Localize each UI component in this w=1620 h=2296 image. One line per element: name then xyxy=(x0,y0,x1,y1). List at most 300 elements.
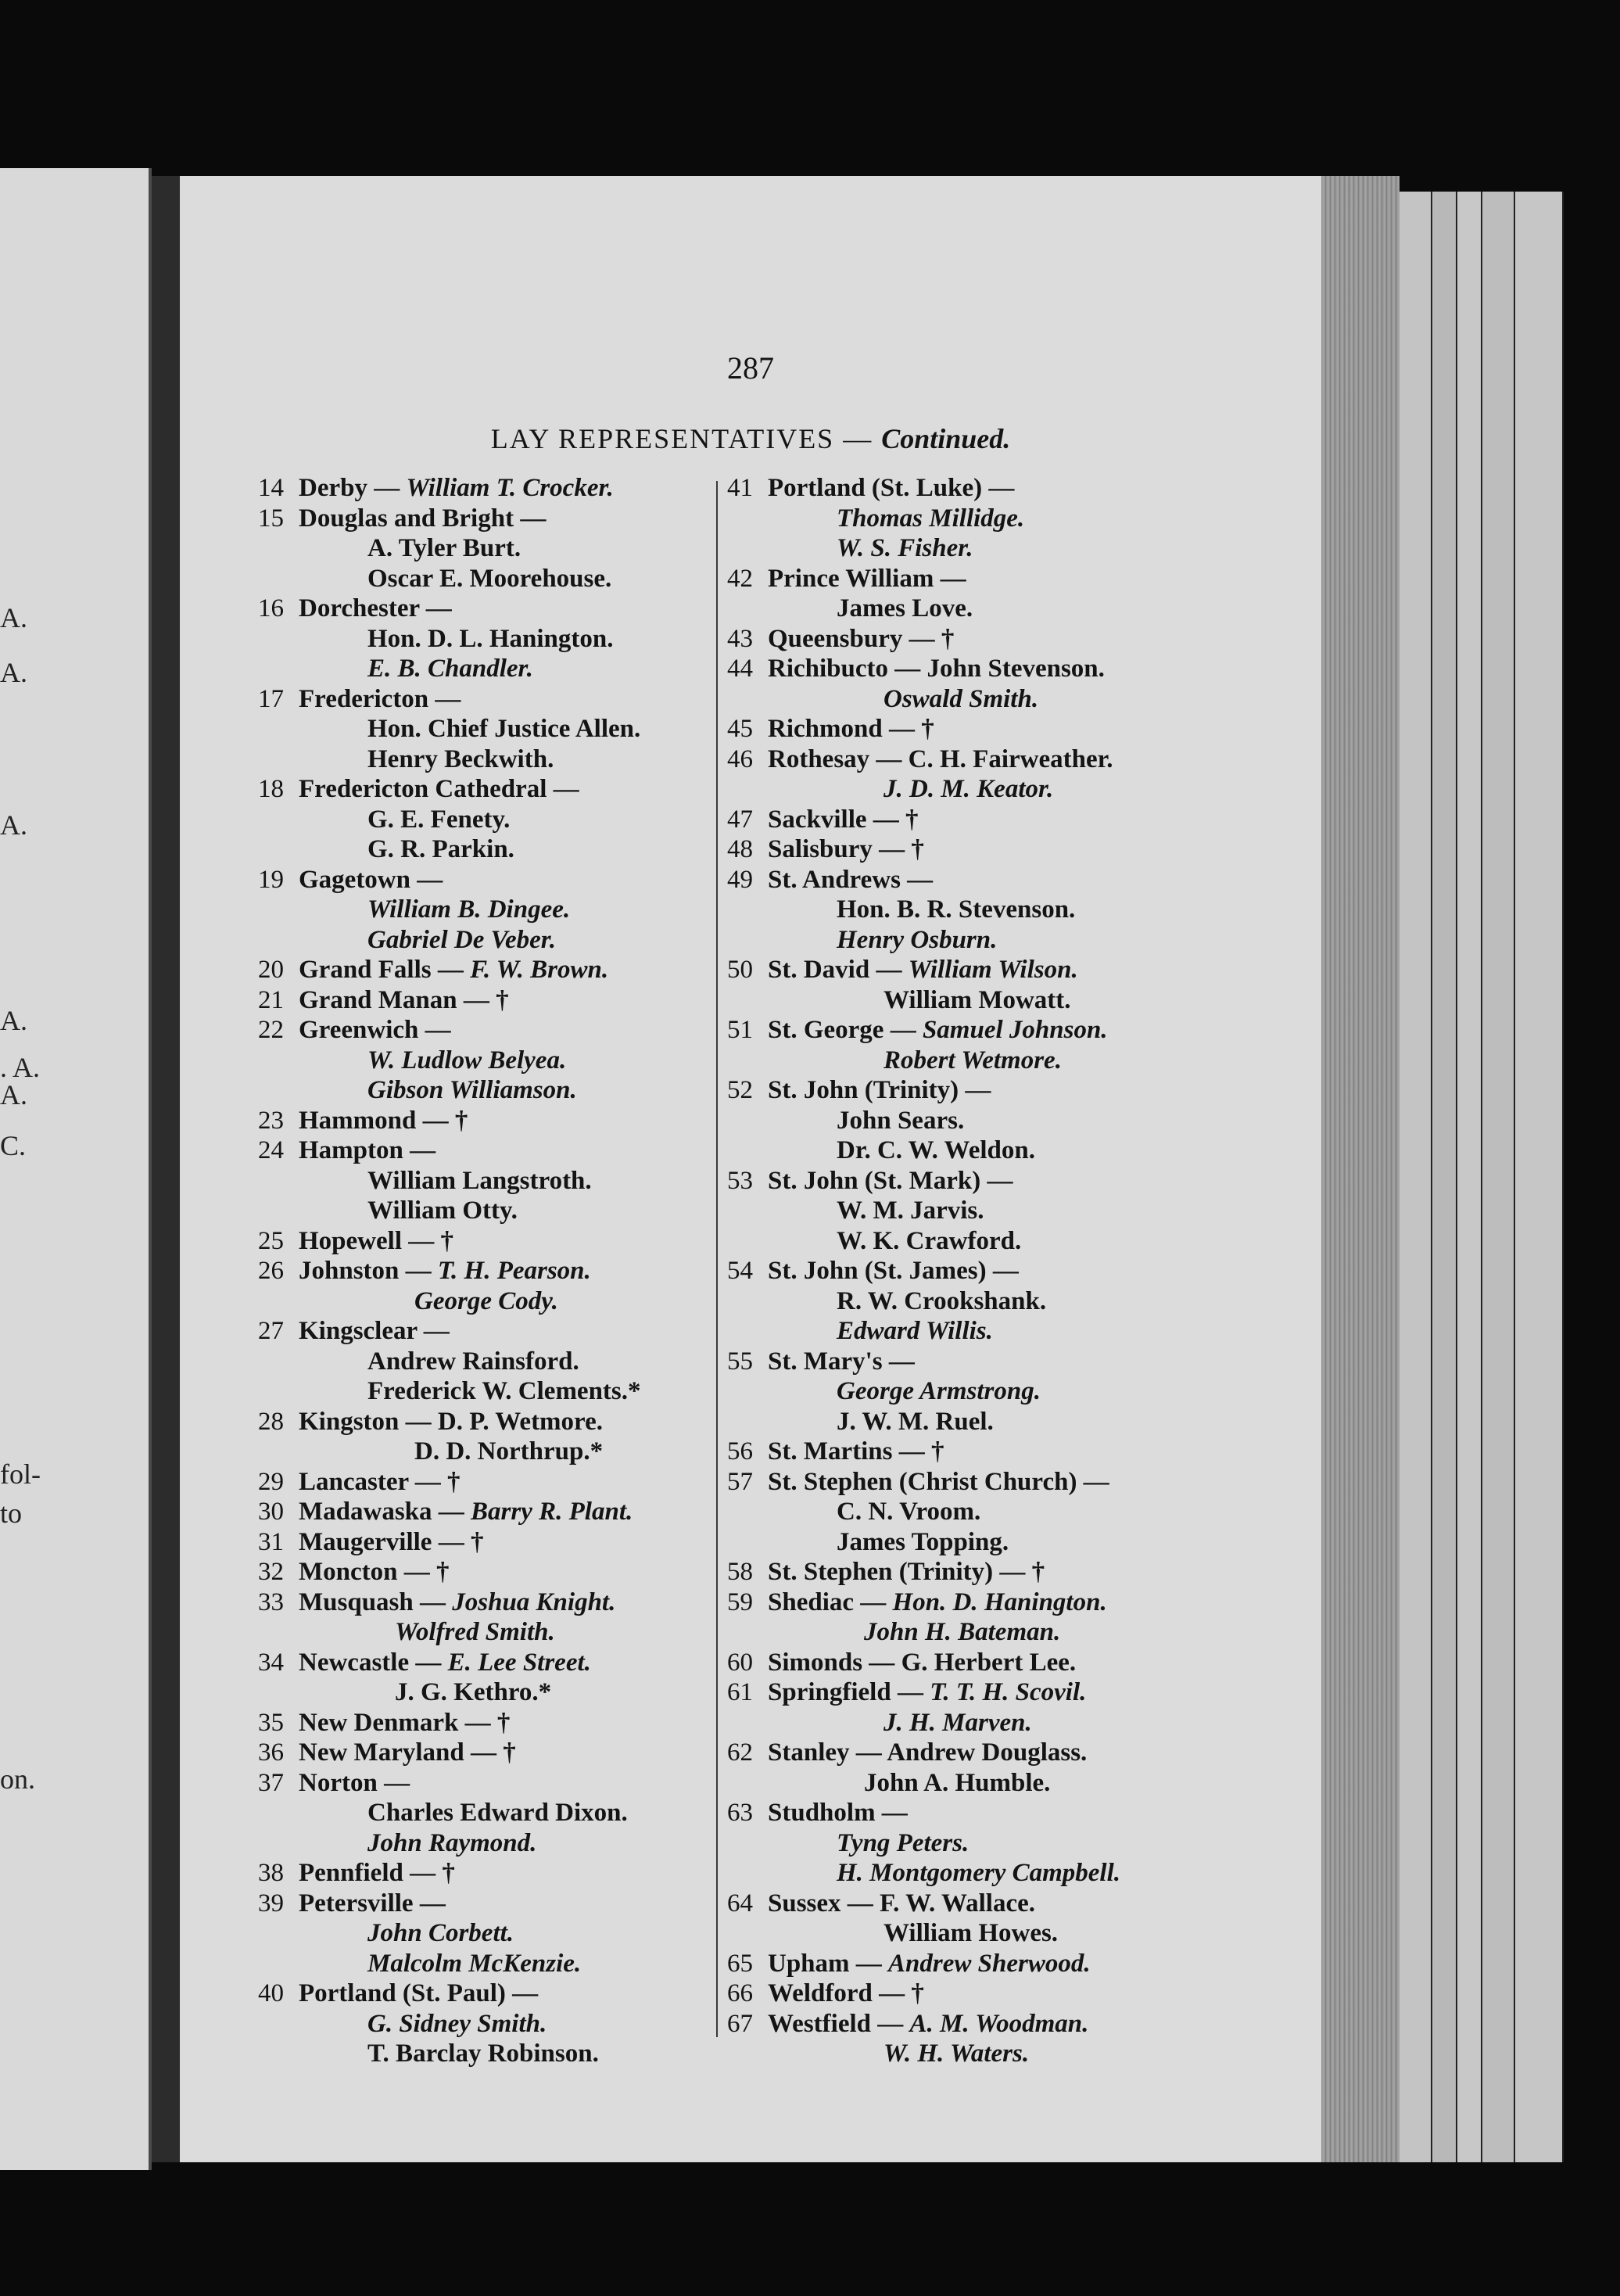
page-stack-2 xyxy=(1432,192,1457,2162)
entry-line xyxy=(727,564,1120,594)
left-page-text: on. xyxy=(0,1763,35,1795)
representative-name: William Otty. xyxy=(367,1196,518,1225)
parish-number: 44 xyxy=(727,655,753,683)
representative-name: John A. Humble. xyxy=(864,1768,1051,1797)
entry-line xyxy=(727,1407,1120,1437)
representative-name: Barry R. Plant. xyxy=(471,1498,633,1526)
entry-line xyxy=(727,774,1120,805)
representative-name: G. Herbert Lee. xyxy=(901,1648,1077,1677)
entry-line xyxy=(727,1949,1120,1979)
parish-name: Simonds — xyxy=(768,1648,901,1677)
parish-name: Greenwich — xyxy=(299,1016,451,1044)
parish-name: Portland (St. Paul) — xyxy=(299,1979,539,2007)
entry-line xyxy=(258,1798,641,1828)
entry-line xyxy=(258,2039,641,2069)
representative-name: Andrew Rainsford. xyxy=(367,1347,579,1376)
representative-name: Henry Osburn. xyxy=(837,925,998,954)
entry-line xyxy=(258,774,641,805)
entry-line xyxy=(727,533,1120,564)
representative-name: Tyng Peters. xyxy=(837,1828,969,1857)
parish-name: Musquash — xyxy=(299,1587,453,1616)
entry-line xyxy=(258,834,641,865)
entry-line xyxy=(727,1677,1120,1708)
column-divider xyxy=(716,481,718,2037)
entry-line xyxy=(727,1376,1120,1407)
parish-name: Prince William — xyxy=(768,564,966,593)
parish-name: Newcastle — xyxy=(299,1648,448,1677)
parish-name: Pennfield — † xyxy=(299,1859,455,1887)
representative-name: W. Ludlow Belyea. xyxy=(367,1046,567,1074)
entry-line xyxy=(258,1075,641,1106)
representative-name: George Cody. xyxy=(414,1286,558,1315)
representative-name: R. W. Crookshank. xyxy=(837,1286,1047,1315)
parish-name: St. Stephen (Christ Church) — xyxy=(768,1467,1109,1496)
parish-number: 14 xyxy=(258,474,284,502)
entry-line xyxy=(727,895,1120,925)
entry-line xyxy=(727,1166,1120,1196)
representative-name: Charles Edward Dixon. xyxy=(367,1799,628,1827)
representative-name: John Corbett. xyxy=(367,1919,514,1947)
heading-continued: Continued. xyxy=(881,423,1011,454)
representative-name: William Wilson. xyxy=(908,956,1078,984)
parish-number: 20 xyxy=(258,956,284,984)
entry-line xyxy=(258,925,641,956)
page-heading xyxy=(180,422,1321,455)
representative-name: G. E. Fenety. xyxy=(367,805,511,834)
representative-name: Hon. Chief Justice Allen. xyxy=(367,715,641,743)
representative-name: J. G. Kethro.* xyxy=(395,1678,552,1706)
heading-title: LAY REPRESENTATIVES xyxy=(490,423,835,454)
entry-line xyxy=(258,1828,641,1859)
parish-number: 53 xyxy=(727,1166,753,1195)
parish-number: 35 xyxy=(258,1708,284,1737)
parish-number: 62 xyxy=(727,1738,753,1767)
entry-line xyxy=(727,504,1120,534)
representative-name: James Topping. xyxy=(837,1527,1009,1556)
entry-line xyxy=(727,624,1120,655)
entry-line xyxy=(727,1768,1120,1799)
entry-line xyxy=(258,1677,641,1708)
parish-number: 24 xyxy=(258,1136,284,1164)
entry-line xyxy=(258,624,641,655)
entry-line xyxy=(258,1918,641,1949)
parish-number: 25 xyxy=(258,1226,284,1255)
representative-name: F. W. Wallace. xyxy=(880,1889,1036,1918)
entry-line xyxy=(727,865,1120,895)
entry-line xyxy=(258,1979,641,2009)
parish-number: 66 xyxy=(727,1979,753,2007)
representative-name: William B. Dingee. xyxy=(367,895,571,924)
parish-name: Fredericton — xyxy=(299,684,461,713)
parish-number: 30 xyxy=(258,1498,284,1526)
parish-name: Richibucto — xyxy=(768,655,927,683)
entry-line xyxy=(727,2039,1120,2069)
parish-number: 33 xyxy=(258,1587,284,1616)
parish-number: 27 xyxy=(258,1317,284,1345)
entry-line xyxy=(727,1979,1120,2009)
entry-line xyxy=(258,1738,641,1768)
entry-line xyxy=(258,805,641,835)
representative-name: Thomas Millidge. xyxy=(837,504,1025,533)
parish-name: St. Mary's — xyxy=(768,1347,915,1376)
entry-line xyxy=(258,1768,641,1799)
entry-line xyxy=(727,1858,1120,1889)
representative-name: Oswald Smith. xyxy=(883,684,1039,713)
parish-number: 43 xyxy=(727,624,753,653)
entry-line xyxy=(727,654,1120,684)
left-page-text: to xyxy=(0,1498,23,1529)
parish-number: 49 xyxy=(727,865,753,894)
left-page-text: A. xyxy=(0,1005,27,1036)
left-page-text: A. xyxy=(0,809,27,841)
parish-number: 50 xyxy=(727,956,753,984)
representative-name: Hon. B. R. Stevenson. xyxy=(837,895,1076,924)
representative-name: D. P. Wetmore. xyxy=(437,1407,603,1436)
entry-line xyxy=(258,1527,641,1558)
representative-name: William Howes. xyxy=(883,1919,1059,1947)
representative-name: Malcolm McKenzie. xyxy=(367,1949,582,1978)
representative-name: Andrew Douglass. xyxy=(887,1738,1088,1767)
entry-line xyxy=(727,805,1120,835)
parish-number: 16 xyxy=(258,594,284,622)
representative-name: T. Barclay Robinson. xyxy=(367,2039,599,2068)
entry-line xyxy=(727,1798,1120,1828)
parish-name: St. Andrews — xyxy=(768,865,934,894)
parish-name: Sussex — xyxy=(768,1889,880,1918)
parish-number: 57 xyxy=(727,1467,753,1496)
representative-name: Oscar E. Moorehouse. xyxy=(367,564,612,593)
parish-name: St. John (St. James) — xyxy=(768,1257,1019,1285)
parish-name: Richmond — † xyxy=(768,715,934,743)
parish-name: Hampton — xyxy=(299,1136,436,1164)
entry-line xyxy=(727,1828,1120,1859)
parish-number: 38 xyxy=(258,1859,284,1887)
entry-line xyxy=(727,1648,1120,1678)
entry-line xyxy=(727,1557,1120,1587)
entry-line xyxy=(258,865,641,895)
entry-line xyxy=(258,1407,641,1437)
parish-name: Lancaster — † xyxy=(299,1467,461,1496)
parish-name: Kingston — xyxy=(299,1407,438,1436)
entry-line xyxy=(727,2009,1120,2039)
parish-name: Upham — xyxy=(768,1949,889,1978)
left-page-text: A. xyxy=(0,657,27,688)
parish-number: 46 xyxy=(727,744,753,773)
representative-name: Robert Wetmore. xyxy=(883,1046,1062,1074)
representative-name: Samuel Johnson. xyxy=(922,1016,1108,1044)
entry-line xyxy=(258,1889,641,1919)
parish-name: Stanley — xyxy=(768,1738,887,1767)
entry-line xyxy=(258,654,641,684)
entry-line xyxy=(727,473,1120,504)
parish-name: St. John (Trinity) — xyxy=(768,1076,991,1104)
parish-name: St. Martins — † xyxy=(768,1437,944,1465)
parish-name: Norton — xyxy=(299,1768,410,1797)
parish-name: New Maryland — † xyxy=(299,1738,516,1767)
parish-name: Shediac — xyxy=(768,1587,893,1616)
entry-line xyxy=(727,1497,1120,1527)
entry-line xyxy=(727,1286,1120,1317)
entry-line xyxy=(727,1196,1120,1226)
parish-number: 41 xyxy=(727,474,753,502)
representative-name: Hon. D. L. Hanington. xyxy=(367,624,614,653)
representative-name: G. Sidney Smith. xyxy=(367,2009,547,2038)
representative-name: A. Tyler Burt. xyxy=(367,534,521,562)
parish-number: 36 xyxy=(258,1738,284,1767)
representative-name: T. T. H. Scovil. xyxy=(930,1678,1087,1706)
representative-name: G. R. Parkin. xyxy=(367,835,514,863)
page-stack-3 xyxy=(1457,192,1482,2162)
parish-number: 19 xyxy=(258,865,284,894)
parish-name: Hammond — † xyxy=(299,1106,468,1135)
parish-number: 55 xyxy=(727,1347,753,1376)
parish-name: Portland (St. Luke) — xyxy=(768,474,1015,502)
entry-line xyxy=(258,473,641,504)
entry-line xyxy=(258,1196,641,1226)
representative-name: Edward Willis. xyxy=(837,1317,993,1345)
parish-name: Grand Manan — † xyxy=(299,985,509,1014)
representative-name: E. B. Chandler. xyxy=(367,655,533,683)
representative-name: F. W. Brown. xyxy=(470,956,609,984)
parish-name: Weldford — † xyxy=(768,1979,924,2007)
parish-number: 56 xyxy=(727,1437,753,1465)
page-stack-5 xyxy=(1515,192,1564,2162)
parish-number: 29 xyxy=(258,1467,284,1496)
parish-name: Westfield — xyxy=(768,2009,910,2038)
parish-number: 37 xyxy=(258,1768,284,1797)
entry-line xyxy=(258,1046,641,1076)
parish-number: 60 xyxy=(727,1648,753,1677)
parish-name: Dorchester — xyxy=(299,594,452,622)
entry-line xyxy=(258,1708,641,1738)
parish-number: 65 xyxy=(727,1949,753,1978)
left-page-text: fol- xyxy=(0,1458,41,1490)
parish-number: 18 xyxy=(258,775,284,803)
representative-name: C. N. Vroom. xyxy=(837,1498,981,1526)
parish-name: Madawaska — xyxy=(299,1498,471,1526)
entry-line xyxy=(258,1316,641,1347)
entry-line xyxy=(727,1738,1120,1768)
entry-line xyxy=(258,1166,641,1196)
entry-line xyxy=(727,1587,1120,1618)
entry-line xyxy=(727,985,1120,1016)
parish-name: Sackville — † xyxy=(768,805,919,834)
representative-name: Gabriel De Veber. xyxy=(367,925,557,954)
entry-line xyxy=(258,1949,641,1979)
representative-name: William T. Crocker. xyxy=(406,474,614,502)
representative-name: J. W. M. Ruel. xyxy=(837,1407,994,1436)
entry-line xyxy=(258,1587,641,1618)
representative-name: William Langstroth. xyxy=(367,1166,592,1195)
entry-line xyxy=(727,1527,1120,1558)
entry-line xyxy=(727,714,1120,744)
representative-name: Joshua Knight. xyxy=(452,1587,616,1616)
parish-name: Moncton — † xyxy=(299,1558,450,1586)
representative-name: George Armstrong. xyxy=(837,1377,1041,1405)
parish-number: 67 xyxy=(727,2009,753,2038)
entry-line xyxy=(258,895,641,925)
parish-name: Maugerville — † xyxy=(299,1527,484,1556)
representative-name: C. H. Fairweather. xyxy=(908,744,1113,773)
representative-name: Andrew Sherwood. xyxy=(888,1949,1091,1978)
entry-line xyxy=(258,1648,641,1678)
left-page-text: A. xyxy=(0,1079,27,1110)
entry-line xyxy=(727,1889,1120,1919)
parish-number: 23 xyxy=(258,1106,284,1135)
page-edges xyxy=(1321,176,1400,2162)
entry-line xyxy=(727,1106,1120,1136)
representative-name: Hon. D. Hanington. xyxy=(892,1587,1107,1616)
parish-name: Gagetown — xyxy=(299,865,443,894)
entry-line xyxy=(258,504,641,534)
representative-name: J. H. Marven. xyxy=(883,1708,1032,1737)
representative-name: H. Montgomery Campbell. xyxy=(837,1859,1120,1887)
page-stack-1 xyxy=(1400,192,1432,2162)
representative-name: T. H. Pearson. xyxy=(437,1257,591,1285)
book-gutter xyxy=(152,176,180,2162)
parish-name: Queensbury — † xyxy=(768,624,955,653)
left-page-text: . A. xyxy=(0,1052,41,1083)
parish-number: 42 xyxy=(727,564,753,593)
entry-line xyxy=(258,1497,641,1527)
parish-name: Hopewell — † xyxy=(299,1226,453,1255)
entry-line xyxy=(258,1015,641,1046)
parish-name: Salisbury — † xyxy=(768,835,924,863)
entry-line xyxy=(727,1347,1120,1377)
entry-line xyxy=(258,1376,641,1407)
parish-name: Fredericton Cathedral — xyxy=(299,775,579,803)
entry-line xyxy=(727,684,1120,715)
representative-name: W. H. Waters. xyxy=(883,2039,1030,2068)
entry-line xyxy=(727,1617,1120,1648)
entry-line xyxy=(727,1046,1120,1076)
entry-line xyxy=(727,1075,1120,1106)
left-column xyxy=(258,473,641,2069)
parish-number: 63 xyxy=(727,1799,753,1827)
representative-name: W. K. Crawford. xyxy=(837,1226,1022,1255)
entry-line xyxy=(258,744,641,775)
entry-line xyxy=(258,684,641,715)
entry-line xyxy=(258,1617,641,1648)
parish-number: 31 xyxy=(258,1527,284,1556)
representative-name: W. S. Fisher. xyxy=(837,534,973,562)
parish-number: 34 xyxy=(258,1648,284,1677)
left-page-fragment xyxy=(0,168,152,2170)
entry-line xyxy=(258,564,641,594)
parish-name: Rothesay — xyxy=(768,744,909,773)
representative-name: Wolfred Smith. xyxy=(395,1618,555,1646)
entry-line xyxy=(258,1347,641,1377)
book-page xyxy=(180,176,1321,2162)
parish-number: 22 xyxy=(258,1016,284,1044)
entry-line xyxy=(258,1467,641,1498)
entry-line xyxy=(258,1135,641,1166)
parish-number: 54 xyxy=(727,1257,753,1285)
entry-line xyxy=(727,834,1120,865)
representative-name: E. Lee Street. xyxy=(447,1648,591,1677)
representative-name: D. D. Northrup.* xyxy=(414,1437,604,1465)
parish-number: 21 xyxy=(258,985,284,1014)
representative-name: Henry Beckwith. xyxy=(367,744,554,773)
representative-name: William Mowatt. xyxy=(883,985,1071,1014)
entry-line xyxy=(258,2009,641,2039)
entry-line xyxy=(727,1437,1120,1467)
entry-line xyxy=(258,1106,641,1136)
entry-line xyxy=(727,1467,1120,1498)
representative-name: John Sears. xyxy=(837,1106,965,1135)
entry-line xyxy=(727,744,1120,775)
representative-name: A. M. Woodman. xyxy=(909,2009,1089,2038)
parish-name: Douglas and Bright — xyxy=(299,504,547,533)
heading-dash: — xyxy=(834,423,882,454)
entry-line xyxy=(258,1256,641,1286)
parish-number: 64 xyxy=(727,1889,753,1918)
representative-name: John H. Bateman. xyxy=(864,1618,1061,1646)
parish-name: Johnston — xyxy=(299,1257,438,1285)
right-column xyxy=(727,473,1120,2069)
parish-name: St. George — xyxy=(768,1016,923,1044)
representative-name: Frederick W. Clements.* xyxy=(367,1377,641,1405)
representative-name: James Love. xyxy=(837,594,973,622)
parish-name: St. John (St. Mark) — xyxy=(768,1166,1013,1195)
parish-name: Kingsclear — xyxy=(299,1317,450,1345)
entry-line xyxy=(727,1316,1120,1347)
parish-number: 15 xyxy=(258,504,284,533)
entry-line xyxy=(258,594,641,624)
entry-line xyxy=(727,925,1120,956)
left-page-text: C. xyxy=(0,1130,27,1161)
parish-number: 28 xyxy=(258,1407,284,1436)
parish-number: 32 xyxy=(258,1558,284,1586)
representative-name: John Stevenson. xyxy=(926,655,1105,683)
entry-line xyxy=(727,1918,1120,1949)
parish-number: 47 xyxy=(727,805,753,834)
parish-number: 17 xyxy=(258,684,284,713)
entry-line xyxy=(727,1256,1120,1286)
entry-line xyxy=(727,1015,1120,1046)
page-number: 287 xyxy=(727,350,774,386)
parish-name: New Denmark — † xyxy=(299,1708,511,1737)
entry-line xyxy=(258,714,641,744)
entry-line xyxy=(258,955,641,985)
entry-line xyxy=(727,594,1120,624)
parish-number: 59 xyxy=(727,1587,753,1616)
parish-name: Studholm — xyxy=(768,1799,908,1827)
parish-number: 51 xyxy=(727,1016,753,1044)
parish-number: 61 xyxy=(727,1678,753,1706)
parish-name: Springfield — xyxy=(768,1678,930,1706)
entry-line xyxy=(258,533,641,564)
entry-line xyxy=(258,1286,641,1317)
entry-line xyxy=(258,1226,641,1257)
page-stack-4 xyxy=(1482,192,1515,2162)
parish-number: 52 xyxy=(727,1076,753,1104)
parish-name: Grand Falls — xyxy=(299,956,471,984)
parish-number: 48 xyxy=(727,835,753,863)
entry-line xyxy=(258,1858,641,1889)
parish-number: 39 xyxy=(258,1889,284,1918)
parish-number: 26 xyxy=(258,1257,284,1285)
entry-line xyxy=(258,1557,641,1587)
parish-name: Petersville — xyxy=(299,1889,446,1918)
parish-name: Derby — xyxy=(299,474,407,502)
entry-line xyxy=(727,1135,1120,1166)
representative-name: Dr. C. W. Weldon. xyxy=(837,1136,1036,1164)
entry-line xyxy=(258,1437,641,1467)
parish-number: 40 xyxy=(258,1979,284,2007)
representative-name: Gibson Williamson. xyxy=(367,1076,577,1104)
entry-line xyxy=(727,1226,1120,1257)
